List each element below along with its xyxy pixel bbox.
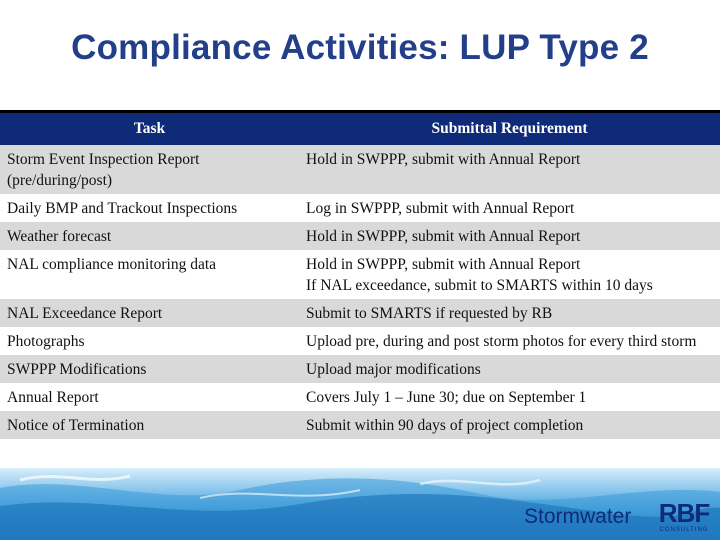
requirement-line: Hold in SWPPP, submit with Annual Report <box>306 228 581 245</box>
requirement-cell <box>299 411 720 439</box>
table-row <box>0 299 720 327</box>
brand-text: Stormwater <box>524 505 632 528</box>
table-row <box>0 383 720 411</box>
requirement-line: If NAL exceedance, submit to SMARTS within 10 days <box>306 277 653 294</box>
requirement-line: Log in SWPPP, submit with Annual Report <box>306 200 575 217</box>
task-cell: Storm Event Inspection Report (pre/during/post) <box>0 145 299 194</box>
requirement-line: Upload pre, during and post storm photos for every third storm <box>306 333 697 350</box>
requirement-line: Hold in SWPPP, submit with Annual Report <box>306 256 581 273</box>
requirement-line: Hold in SWPPP, submit with Annual Report <box>306 151 581 168</box>
task-cell: SWPPP Modifications <box>0 355 299 383</box>
compliance-table <box>0 110 720 439</box>
requirement-cell <box>299 383 720 411</box>
table-row <box>0 411 720 439</box>
table-row <box>0 222 720 250</box>
header-task: Task <box>0 112 299 146</box>
task-cell: Weather forecast <box>0 222 299 250</box>
logo-text: RBF <box>658 498 710 528</box>
requirement-line: Covers July 1 – June 30; due on September 1 <box>306 389 587 406</box>
table-row <box>0 194 720 222</box>
requirement-cell <box>299 299 720 327</box>
table-row <box>0 145 720 194</box>
requirement-cell <box>299 145 720 194</box>
table-row <box>0 355 720 383</box>
page-title: Compliance Activities: LUP Type 2 <box>71 28 649 67</box>
requirement-cell <box>299 194 720 222</box>
requirement-line: Submit within 90 days of project completion <box>306 417 584 434</box>
requirement-cell <box>299 327 720 355</box>
task-cell: Annual Report <box>0 383 299 411</box>
water-wave-graphic <box>0 468 720 540</box>
table-header-row <box>0 112 720 146</box>
requirement-line: Upload major modifications <box>306 361 481 378</box>
requirement-line: Submit to SMARTS if requested by RB <box>306 305 553 322</box>
task-cell: NAL Exceedance Report <box>0 299 299 327</box>
requirement-cell <box>299 355 720 383</box>
logo-subtext: CONSULTING <box>659 527 709 533</box>
task-cell: Notice of Termination <box>0 411 299 439</box>
rbf-consulting-logo <box>656 500 712 536</box>
water-splash-banner <box>0 468 720 540</box>
table-row <box>0 250 720 299</box>
table-row <box>0 327 720 355</box>
requirement-cell <box>299 250 720 299</box>
task-cell: Photographs <box>0 327 299 355</box>
task-cell: NAL compliance monitoring data <box>0 250 299 299</box>
header-submittal-requirement: Submittal Requirement <box>299 112 720 146</box>
task-cell: Daily BMP and Trackout Inspections <box>0 194 299 222</box>
requirement-cell <box>299 222 720 250</box>
